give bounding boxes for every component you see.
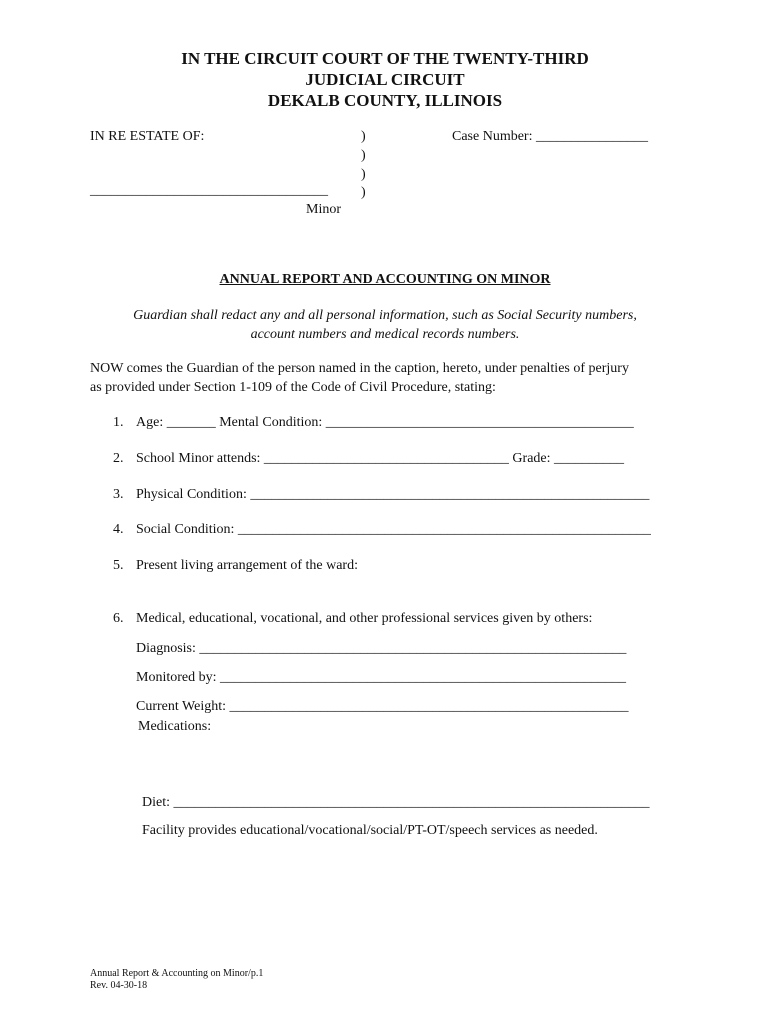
minor-name-line: __________________________________: [90, 183, 328, 198]
facility-services-note: Facility provides educational/vocational/social/PT-OT/speech services as needed.: [142, 823, 598, 838]
diagnosis-field: Diagnosis: _____________________________________________________________: [136, 641, 627, 656]
court-header-line3: DEKALB COUNTY, ILLINOIS: [267, 91, 503, 110]
diet-field: Diet: ____________________________________________________________________: [142, 795, 650, 810]
intro-line1: NOW comes the Guardian of the person named in the caption, hereto, under penalties of perjury: [90, 361, 629, 376]
report-title: ANNUAL REPORT AND ACCOUNTING ON MINOR: [219, 272, 551, 287]
item-number-1: 1.: [113, 415, 124, 430]
case-number-field: Case Number: ________________: [452, 129, 648, 144]
court-header-line1: IN THE CIRCUIT COURT OF THE TWENTY-THIRD: [181, 49, 589, 68]
minor-label: Minor: [306, 202, 341, 217]
caption-paren-4: ): [361, 185, 366, 200]
caption-paren-2: ): [361, 148, 366, 163]
footer-revision: Rev. 04-30-18: [90, 980, 148, 991]
item-number-3: 3.: [113, 487, 124, 502]
item-physical-condition: Physical Condition: _________________________________________________________: [136, 487, 650, 502]
court-header-line2: JUDICIAL CIRCUIT: [305, 70, 465, 89]
redaction-notice-line1: Guardian shall redact any and all personal information, such as Social Security numbers,: [133, 308, 637, 323]
item-age-mental-condition: Age: _______ Mental Condition: ____________________________________________: [136, 415, 634, 430]
caption-paren-3: ): [361, 167, 366, 182]
item-school-grade: School Minor attends: ___________________________________ Grade: __________: [136, 451, 625, 466]
footer-page-label: Annual Report & Accounting on Minor/p.1: [90, 968, 264, 979]
item-professional-services: Medical, educational, vocational, and other professional services given by others:: [136, 611, 593, 626]
redaction-notice-line2: account numbers and medical records numbers.: [250, 327, 520, 342]
in-re-estate-label: IN RE ESTATE OF:: [90, 129, 205, 144]
item-number-4: 4.: [113, 522, 124, 537]
caption-paren-1: ): [361, 129, 366, 144]
item-number-2: 2.: [113, 451, 124, 466]
monitored-by-field: Monitored by: __________________________________________________________: [136, 670, 626, 685]
medications-label: Medications:: [138, 719, 212, 734]
item-social-condition: Social Condition: ___________________________________________________________: [136, 522, 651, 537]
current-weight-field: Current Weight: _________________________________________________________: [136, 699, 629, 714]
item-number-5: 5.: [113, 558, 124, 573]
item-number-6: 6.: [113, 611, 124, 626]
item-living-arrangement: Present living arrangement of the ward:: [136, 558, 358, 573]
intro-line2: as provided under Section 1-109 of the Code of Civil Procedure, stating:: [90, 380, 496, 395]
